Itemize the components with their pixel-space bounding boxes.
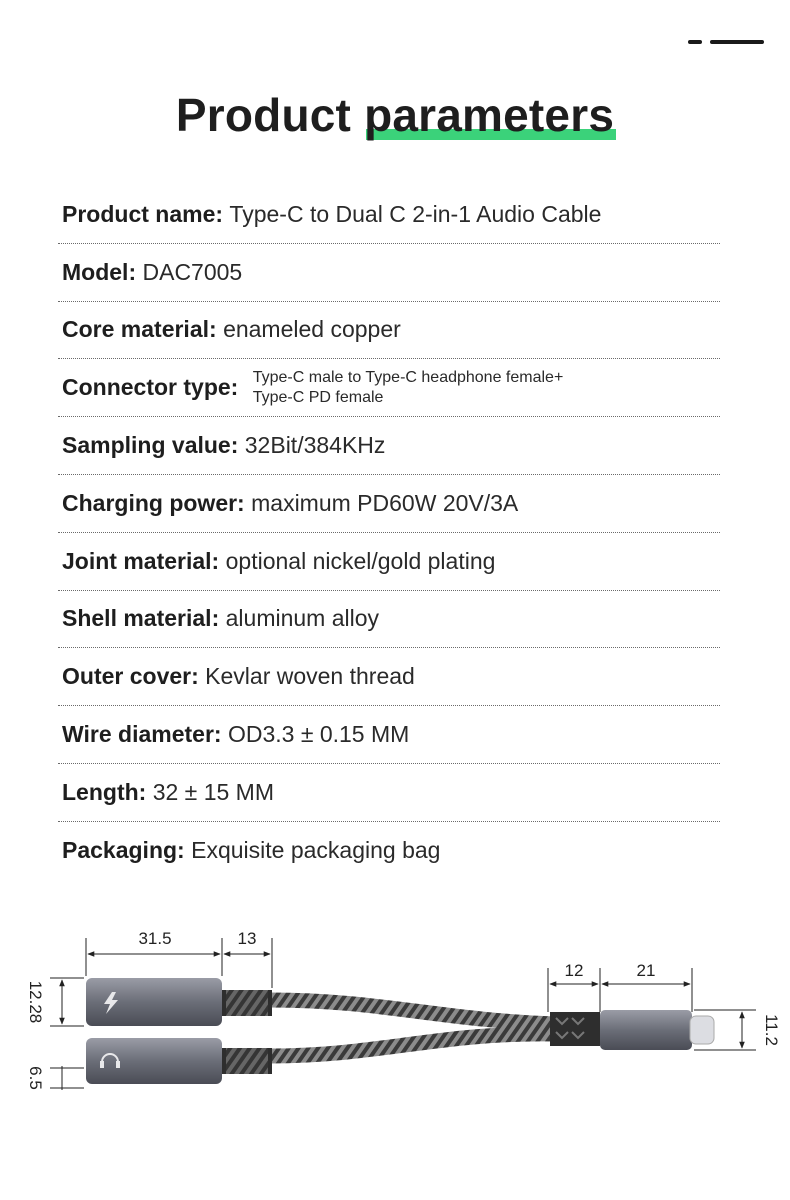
param-value: optional nickel/gold plating bbox=[225, 547, 496, 574]
param-row-core-material bbox=[58, 302, 720, 360]
male-connector bbox=[600, 1010, 692, 1050]
param-value: maximum PD60W 20V/3A bbox=[251, 489, 519, 516]
param-row-model bbox=[58, 244, 720, 302]
param-label: Connector type: bbox=[62, 374, 245, 401]
dim-female-tail: 13 bbox=[237, 929, 257, 948]
param-value-line2: Type-C PD female bbox=[252, 388, 384, 406]
cable-bottom bbox=[270, 1034, 555, 1056]
param-label: Model: bbox=[62, 258, 143, 285]
param-label: Shell material: bbox=[62, 605, 226, 632]
param-label: Outer cover: bbox=[62, 663, 206, 690]
param-row-wire-diameter bbox=[58, 706, 720, 764]
parameter-list bbox=[58, 186, 720, 880]
corner-menu-mark bbox=[688, 40, 764, 44]
param-label: Charging power: bbox=[62, 489, 252, 516]
dim-male-tail: 12 bbox=[564, 961, 584, 980]
param-value: 32Bit/384KHz bbox=[244, 432, 386, 459]
param-value: 32 ± 15 MM bbox=[152, 778, 274, 805]
param-label: Core material: bbox=[62, 316, 224, 343]
param-row-connector-type bbox=[58, 359, 720, 417]
param-row-packaging bbox=[58, 822, 720, 880]
param-value bbox=[253, 368, 564, 408]
dim-female-length: 31.5 bbox=[138, 929, 172, 948]
param-row-joint-material bbox=[58, 533, 720, 591]
param-row-charging-power bbox=[58, 475, 720, 533]
param-value: DAC7005 bbox=[142, 258, 243, 285]
param-value: enameled copper bbox=[223, 316, 401, 343]
param-value: Type-C to Dual C 2-in-1 Audio Cable bbox=[229, 200, 602, 227]
param-row-sampling-value bbox=[58, 417, 720, 475]
dim-female-height: 12.28 bbox=[26, 980, 45, 1024]
param-label: Wire diameter: bbox=[62, 721, 228, 748]
title-part1: Product bbox=[175, 89, 365, 141]
dim-female-thickness: 6.5 bbox=[26, 1066, 45, 1090]
cable-top bbox=[270, 1000, 555, 1024]
param-value: Kevlar woven thread bbox=[205, 663, 415, 690]
male-boot bbox=[550, 1012, 600, 1046]
param-row-length bbox=[58, 764, 720, 822]
param-value-line1: Type-C male to Type-C headphone female+ bbox=[252, 368, 564, 386]
param-value: OD3.3 ± 0.15 MM bbox=[227, 721, 410, 748]
param-label: Packaging: bbox=[62, 837, 192, 864]
param-label: Joint material: bbox=[62, 547, 226, 574]
param-row-shell-material bbox=[58, 591, 720, 649]
dim-male-length: 21 bbox=[636, 961, 656, 980]
param-row-product-name bbox=[58, 186, 720, 244]
param-label: Length: bbox=[62, 778, 153, 805]
type-c-plug bbox=[690, 1016, 714, 1044]
param-label: Sampling value: bbox=[62, 432, 245, 459]
cable-dimension-diagram bbox=[0, 920, 790, 1120]
dim-male-height: 11.2 bbox=[762, 1014, 781, 1046]
param-value: Exquisite packaging bag bbox=[191, 837, 441, 864]
param-row-outer-cover bbox=[58, 648, 720, 706]
param-label: Product name: bbox=[62, 200, 230, 227]
title-accent: parameters bbox=[364, 89, 615, 141]
female-connector-bottom bbox=[86, 1038, 222, 1084]
page-title bbox=[0, 88, 790, 142]
param-value: aluminum alloy bbox=[225, 605, 380, 632]
